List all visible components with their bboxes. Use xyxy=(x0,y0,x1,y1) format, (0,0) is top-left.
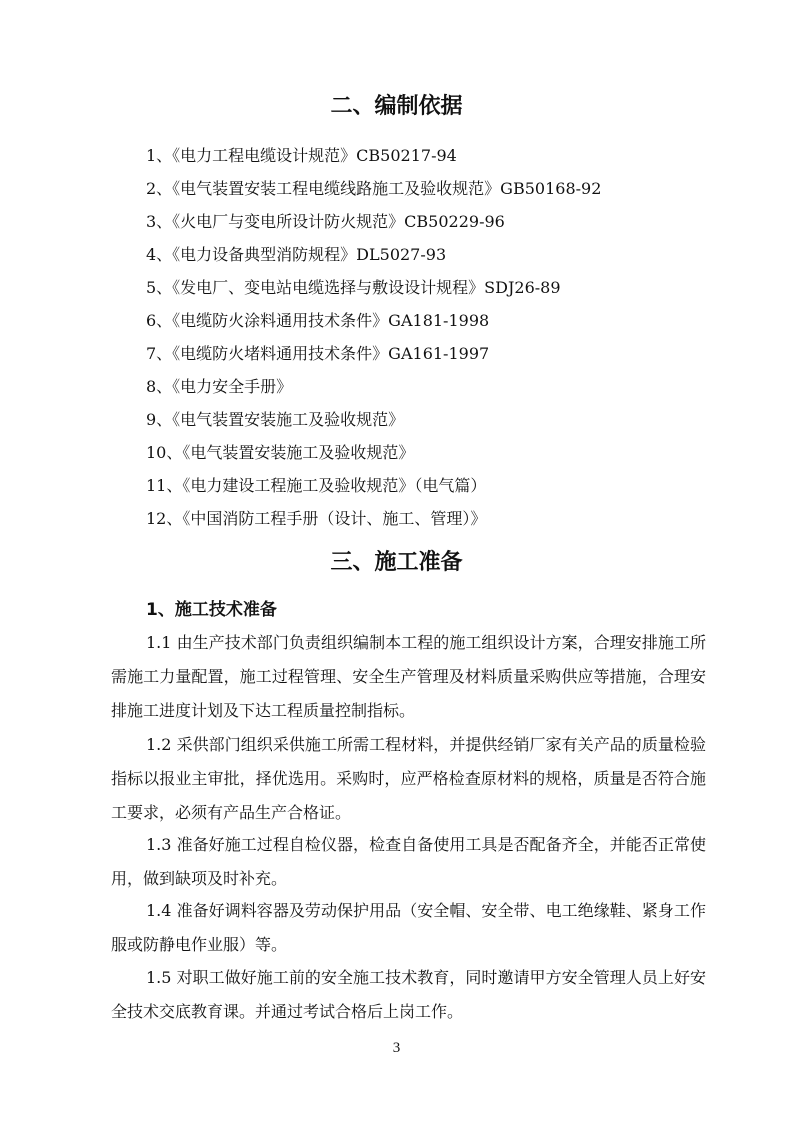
reference-item: 10、《电气装置安装施工及验收规范》 xyxy=(146,443,415,462)
section-heading-basis: 二、编制依据 xyxy=(330,94,463,119)
reference-item: 6、《电缆防火涂料通用技术条件》GA181-1998 xyxy=(146,311,490,330)
reference-item: 7、《电缆防火堵料通用技术条件》GA161-1997 xyxy=(146,344,490,363)
reference-item: 12、《中国消防工程手册（设计、施工、管理）》 xyxy=(146,509,487,528)
reference-item: 3、《火电厂与变电所设计防火规范》CB50229-96 xyxy=(146,212,505,231)
paragraph: 1.3 准备好施工过程自检仪器，检查自备使用工具是否配备齐全，并能否正常使用，做到缺项及时补充。 xyxy=(111,835,706,888)
reference-item: 2、《电气装置安装工程电缆线路施工及验收规范》GB50168-92 xyxy=(146,179,602,198)
page-number: 3 xyxy=(392,1040,401,1056)
paragraph: 1.2 采供部门组织采供施工所需工程材料，并提供经销厂家有关产品的质量检验指标以报业主审批，择优选用。采购时，应严格检查原材料的规格，质量是否符合施工要求，必须有产品生产合格证。 xyxy=(111,735,706,822)
paragraph: 1.1 由生产技术部门负责组织编制本工程的施工组织设计方案，合理安排施工所需施工力量配置，施工过程管理、安全生产管理及材料质量采购供应等措施，合理安排施工进度计划及下达工程质量控制指标。 xyxy=(111,633,706,720)
paragraph: 1.5 对职工做好施工前的安全施工技术教育，同时邀请甲方安全管理人员上好安全技术交底教育课。并通过考试合格后上岗工作。 xyxy=(111,968,706,1021)
reference-item: 5、《发电厂、变电站电缆选择与敷设设计规程》SDJ26-89 xyxy=(146,278,561,297)
subsection-heading: 1、施工技术准备 xyxy=(146,600,277,620)
reference-item: 9、《电气装置安装施工及验收规范》 xyxy=(146,410,405,429)
reference-item: 8、《电力安全手册》 xyxy=(146,377,293,396)
reference-item: 4、《电力设备典型消防规程》DL5027-93 xyxy=(146,245,447,264)
section-heading-preparation: 三、施工准备 xyxy=(330,550,463,575)
paragraph: 1.4 准备好调料容器及劳动保护用品（安全帽、安全带、电工绝缘鞋、紧身工作服或防静电作业服）等。 xyxy=(111,901,706,954)
reference-item: 1、《电力工程电缆设计规范》CB50217-94 xyxy=(146,146,457,165)
reference-item: 11、《电力建设工程施工及验收规范》（电气篇） xyxy=(146,476,487,495)
